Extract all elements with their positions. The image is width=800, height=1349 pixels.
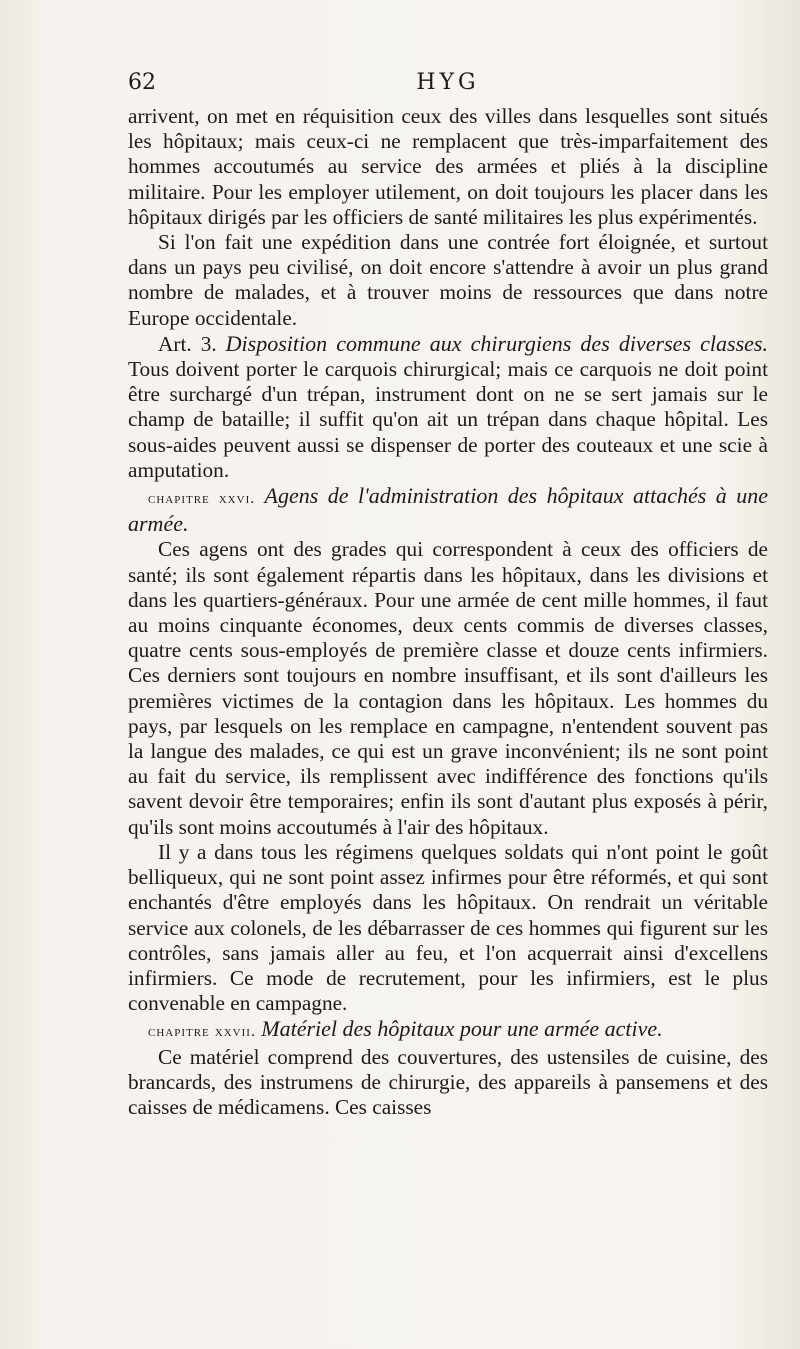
chapter-title: Matériel des hôpitaux pour une armée active. (261, 1016, 663, 1042)
paragraph: Il y a dans tous les régimens quelques soldats qui n'ont point le goût belliqueux, qui ne sont point assez infirmes pour être réformés, et qui sont enchantés d'être employés dans les hôpitaux. On rendrait un véritable service aux colonels, de les débarrasser de ces hommes qui figurent sur les contrôles, sans jamais aller au feu, et l'on acquerrait ainsi d'excellens infirmiers. Ce mode de recrutement, pour les infirmiers, est le plus convenable en campagne. (128, 839, 768, 1016)
article-title: Disposition commune aux chirurgiens des diverses classes. (225, 330, 768, 356)
paragraph: Ces agens ont des grades qui correspondent à ceux des officiers de santé; ils sont également répartis dans les hôpitaux, dans les divisions et dans les quartiers-généraux. Pour une armée de cent mille hommes, il faut au moins cinquante économes, deux cents commis de diverses classes, quatre cents sous-employés de première classe et douze cents infirmiers. Ces derniers sont toujours en nombre insuffisant, et ils sont d'ailleurs les premières victimes de la contagion dans les hôpitaux. Les hommes du pays, par lesquels on les remplace en campagne, n'entendent souvent pas la langue des malades, ce qui est un grave inconvénient; ils ne sont point au fait du service, ils remplissent avec indifférence des fonctions qu'ils savent devoir être temporaires; enfin ils sont d'autant plus exposés à périr, qu'ils sont moins accoutumés à l'air des hôpitaux. (128, 537, 768, 839)
paragraph: Ce matériel comprend des couvertures, des ustensiles de cuisine, des brancards, des instrumens de chirurgie, des appareils à pansemens et des caisses de médicamens. Ces caisses (128, 1044, 768, 1119)
article-paragraph (128, 331, 768, 483)
paragraph: Si l'on fait une expédition dans une contrée fort éloignée, et surtout dans un pays peu civilisé, on doit encore s'attendre à avoir un plus grand nombre de malades, et à trouver moins de ressources que dans notre Europe occidentale. (128, 230, 768, 330)
page-number: 62 (128, 70, 156, 95)
article-label: Art. 3. (158, 331, 217, 356)
page-header (128, 70, 768, 104)
chapter-heading (128, 483, 768, 537)
chapter-label: chapitre xxvi. (148, 490, 256, 508)
chapter-heading (128, 1016, 768, 1044)
running-head: HYG (416, 70, 480, 95)
chapter-title: Agens de l'administration des hôpitaux attachés à une armée. (128, 483, 768, 537)
chapter-label: chapitre xxvii. (148, 1023, 256, 1041)
article-text: Tous doivent porter le carquois chirurgical; mais ce carquois ne doit point être surchargé d'un trépan, instrument dont on ne se sert jamais sur le champ de bataille; il suffit qu'on ait un trépan dans chaque hôpital. Les sous-aides peuvent aussi se dispenser de porter des couteaux et une scie à amputation. (128, 357, 768, 482)
body-text (128, 104, 768, 1120)
paragraph: arrivent, on met en réquisition ceux des villes dans lesquelles sont situés les hôpitaux; mais ceux-ci ne remplacent que très-imparfaitement des hommes accoutumés au service des armées et pliés à la discipline militaire. Pour les employer utilement, on doit toujours les placer dans les hôpitaux dirigés par les officiers de santé militaires les plus expérimentés. (128, 104, 768, 229)
